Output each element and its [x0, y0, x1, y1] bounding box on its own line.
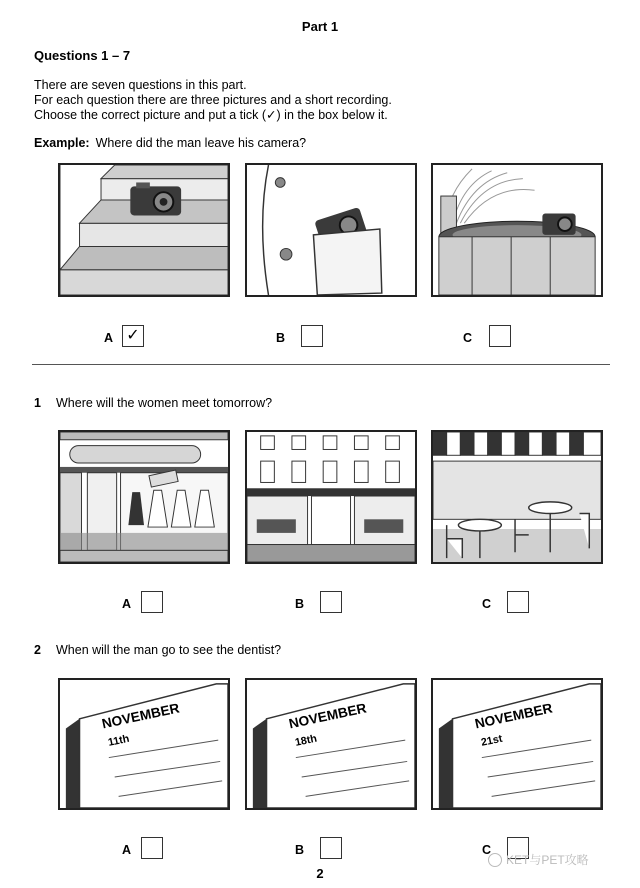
- q2-option-a-checkbox[interactable]: [141, 837, 163, 859]
- q1-picture-b-furniture-shop: [245, 430, 417, 564]
- q2-option-b-checkbox[interactable]: [320, 837, 342, 859]
- camera-icon: [542, 214, 575, 235]
- question-1-number: 1: [34, 396, 41, 410]
- page-number: 2: [316, 866, 324, 881]
- q1-option-a-label: A: [122, 597, 132, 611]
- question-2: [34, 643, 281, 657]
- example-picture-a-stairs: [58, 163, 230, 297]
- q1-option-c-label: C: [482, 597, 492, 611]
- q2-option-a-label: A: [122, 843, 132, 857]
- camera-icon: [130, 182, 181, 215]
- q2-a-date: 11th: [106, 732, 131, 749]
- instruction-line-3: Choose the correct picture and put a tick (✓) in the box below it.: [34, 108, 388, 122]
- q2-option-c-label: C: [482, 843, 492, 857]
- q2-b-date: 18th: [293, 732, 319, 749]
- example-option-c-label: C: [463, 331, 473, 345]
- example-question-text: Where did the man leave his camera?: [95, 136, 307, 150]
- q2-c-date: 21st: [479, 732, 504, 749]
- q2-picture-a-diary: [58, 678, 230, 810]
- questions-heading: Questions 1 – 7: [34, 48, 131, 63]
- question-1-text: Where will the women meet tomorrow?: [56, 396, 273, 410]
- instruction-line-2: For each question there are three pictures and a short recording.: [34, 93, 392, 107]
- example-option-b-label: B: [276, 331, 286, 345]
- q2-picture-c-diary: [431, 678, 603, 810]
- q1-picture-c-cafe: [431, 430, 603, 564]
- wechat-icon: [488, 853, 502, 867]
- example-label: Example:: [34, 136, 90, 150]
- question-2-number: 2: [34, 643, 41, 657]
- q1-option-b-checkbox[interactable]: [320, 591, 342, 613]
- q1-option-b-label: B: [295, 597, 305, 611]
- watermark-text: KET与PET攻略: [506, 853, 589, 867]
- example-option-a-checkbox[interactable]: ✓: [122, 325, 144, 347]
- q2-option-b-label: B: [295, 843, 305, 857]
- example-picture-c-fountain: [431, 163, 603, 297]
- example-option-b-checkbox[interactable]: [301, 325, 323, 347]
- question-2-text: When will the man go to see the dentist?: [56, 643, 282, 657]
- part-title: Part 1: [301, 19, 339, 34]
- example-option-c-checkbox[interactable]: [489, 325, 511, 347]
- question-1: [34, 396, 272, 410]
- example-picture-b-pocket: [245, 163, 417, 297]
- q2-picture-b-diary: [245, 678, 417, 810]
- example-question: [34, 136, 306, 150]
- example-option-a-label: A: [104, 331, 114, 345]
- q1-picture-a-clothes-shop: [58, 430, 230, 564]
- q1-option-c-checkbox[interactable]: [507, 591, 529, 613]
- instruction-line-1: There are seven questions in this part.: [34, 78, 247, 92]
- q2-c-month: NOVEMBER: [473, 700, 554, 732]
- q2-b-month: NOVEMBER: [287, 700, 368, 732]
- section-divider: [32, 364, 610, 365]
- q1-option-a-checkbox[interactable]: [141, 591, 163, 613]
- q2-a-month: NOVEMBER: [100, 700, 181, 732]
- watermark: [488, 851, 589, 868]
